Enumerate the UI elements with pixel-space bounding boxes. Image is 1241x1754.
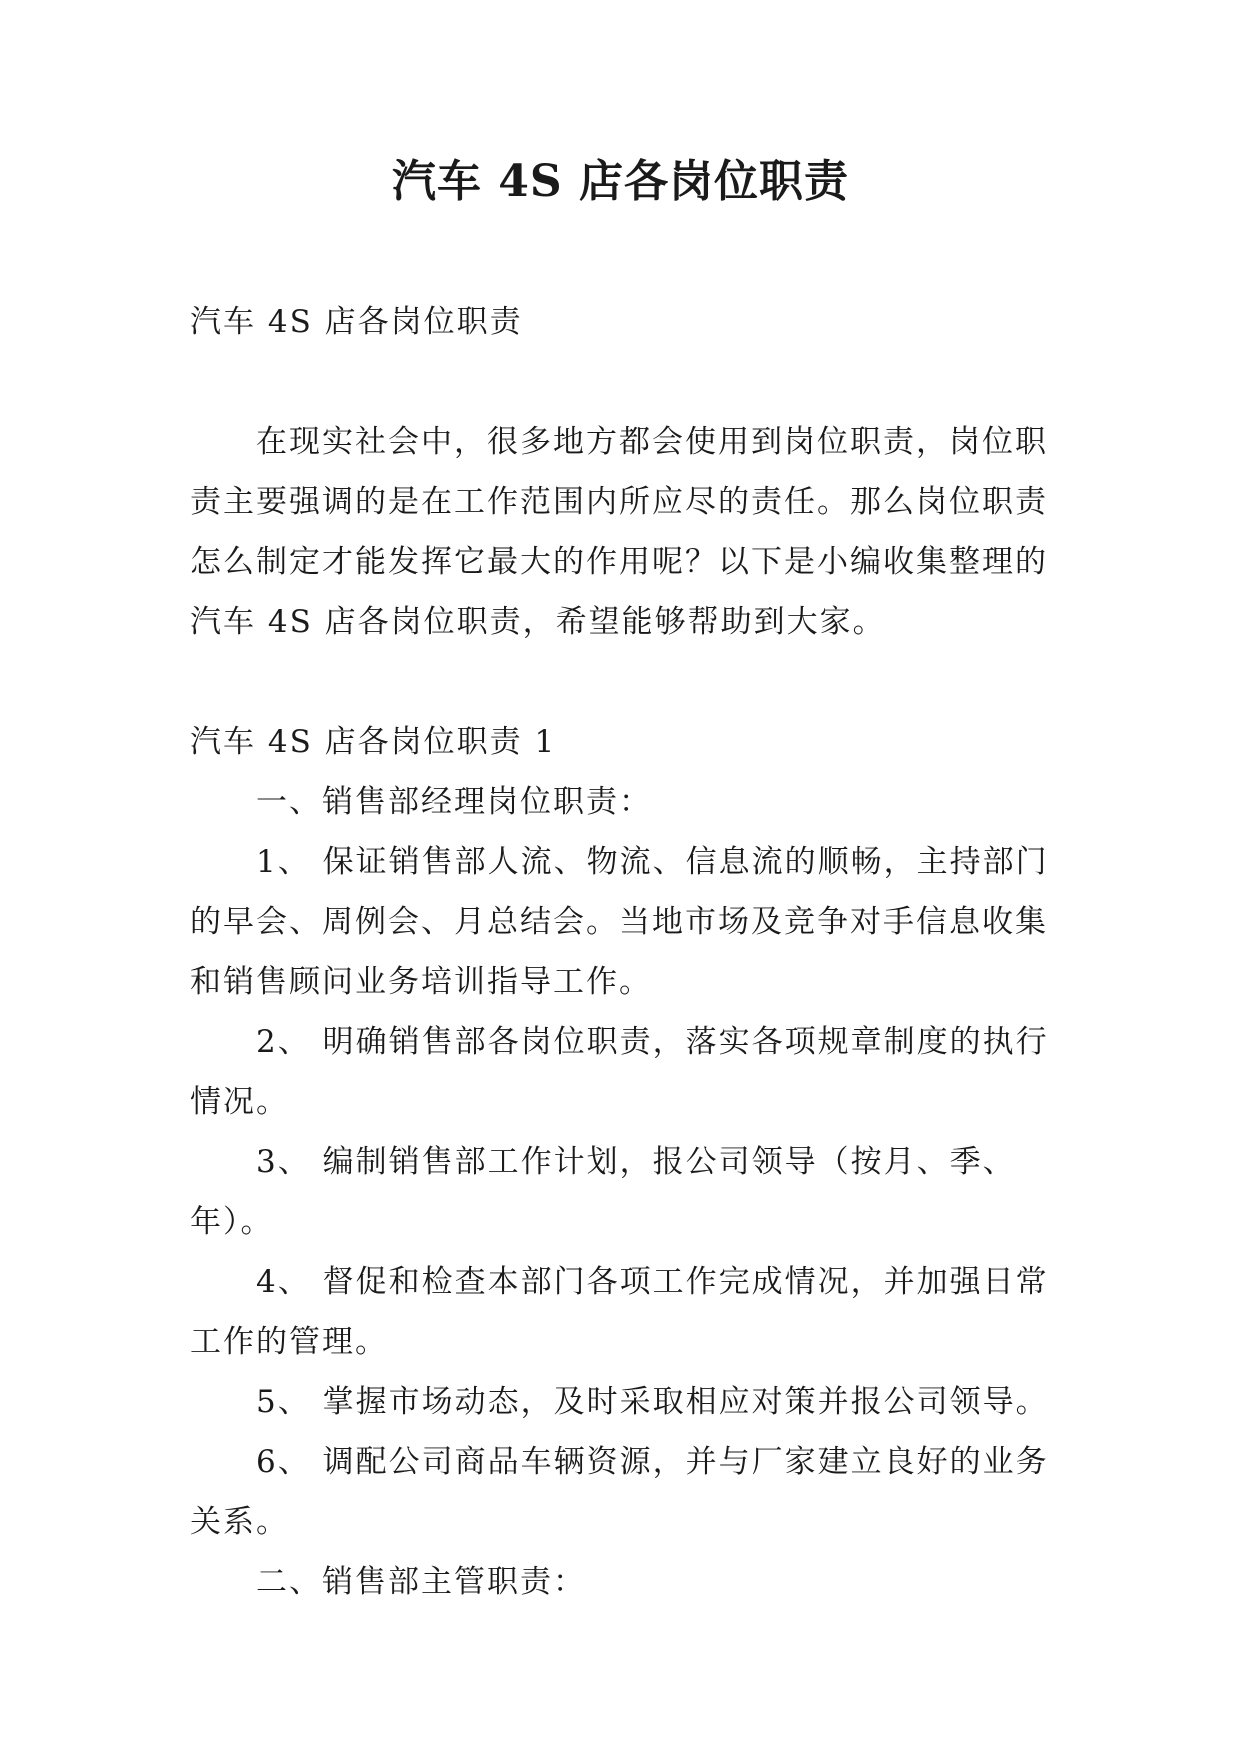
duty-item-4: 4、 督促和检查本部门各项工作完成情况，并加强日常工作的管理。 xyxy=(190,1264,1049,1360)
part2-heading: 二、销售部主管职责： xyxy=(256,1564,586,1600)
section-heading: 汽车 4S 店各岗位职责 1 xyxy=(190,724,557,760)
duty-item-2: 2、 明确销售部各岗位职责，落实各项规章制度的执行情况。 xyxy=(190,1024,1049,1120)
duty-item-6: 6、 调配公司商品车辆资源，并与厂家建立良好的业务关系。 xyxy=(190,1444,1049,1540)
duty-item-5: 5、 掌握市场动态，及时采取相应对策并报公司领导。 xyxy=(256,1384,1049,1420)
part1-heading: 一、销售部经理岗位职责： xyxy=(256,784,652,820)
duty-item-1: 1、 保证销售部人流、物流、信息流的顺畅，主持部门的早会、周例会、月总结会。当地市场及竞争对手信息收集和销售顾问业务培训指导工作。 xyxy=(190,844,1049,1000)
document-body xyxy=(190,292,1060,1612)
document-subtitle: 汽车 4S 店各岗位职责 xyxy=(190,304,523,340)
document-title: 汽车 4S 店各岗位职责 xyxy=(391,156,850,207)
duty-item-3: 3、 编制销售部工作计划，报公司领导（按月、季、年）。 xyxy=(190,1144,1016,1240)
intro-paragraph: 在现实社会中，很多地方都会使用到岗位职责，岗位职责主要强调的是在工作范围内所应尽的责任。那么岗位职责怎么制定才能发挥它最大的作用呢？以下是小编收集整理的汽车 4S 店各岗位职责，希望能够帮助到大家。 xyxy=(190,424,1048,640)
